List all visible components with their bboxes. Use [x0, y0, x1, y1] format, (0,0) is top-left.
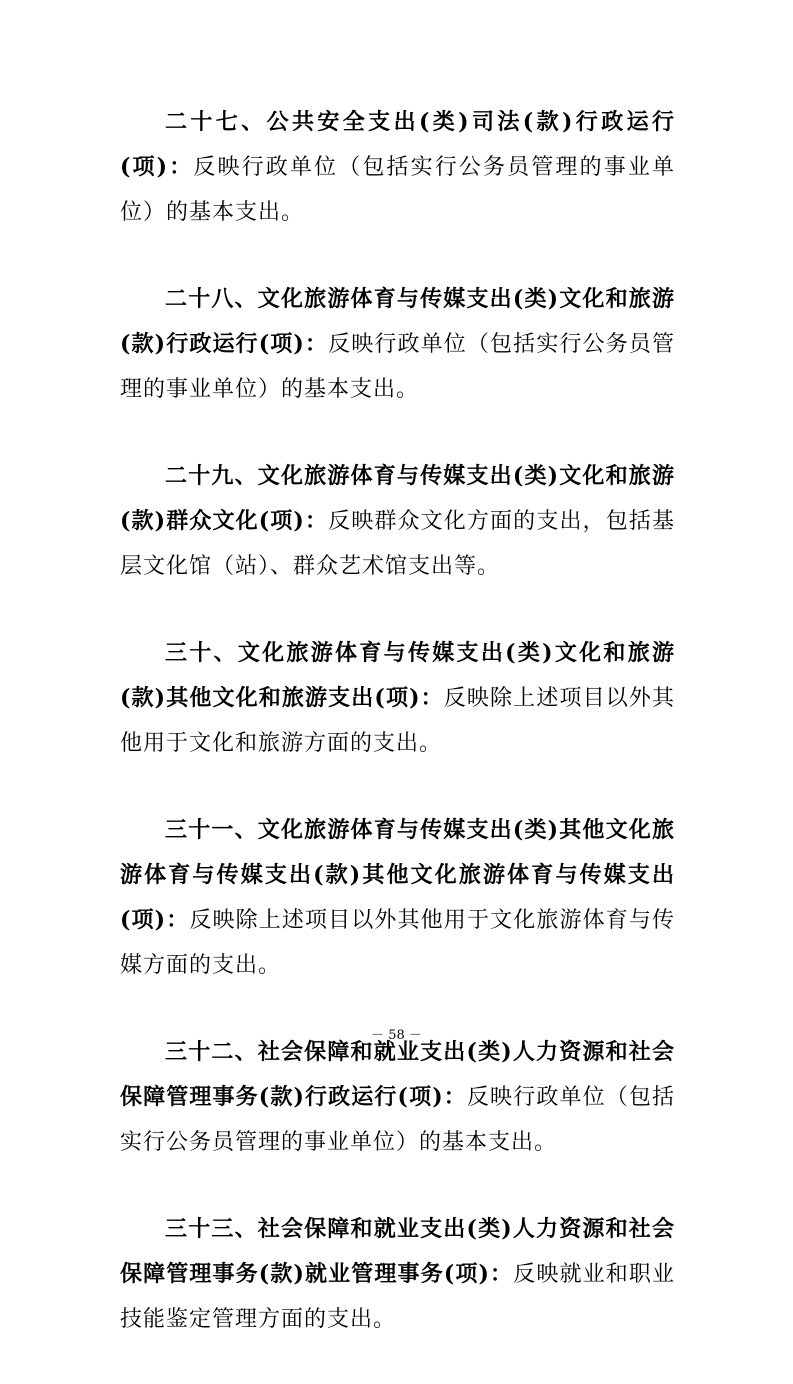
entry-heading: 三十二、社会保障和就业支出(类)人力资源和社会保障管理事务(款)行政运行(项)： [120, 1039, 675, 1110]
entry-heading: 三十一、文化旅游体育与传媒支出(类)其他文化旅游体育与传媒支出(款)其他文化旅游体育与传媒支出(项)： [120, 817, 675, 933]
entry-29 [120, 454, 675, 589]
entry-28 [120, 277, 675, 412]
document-body [120, 100, 675, 1384]
entry-heading: 二十八、文化旅游体育与传媒支出(类)文化和旅游(款)行政运行(项)： [120, 286, 675, 357]
entry-description: 反映行政单位（包括实行公务员管理的事业单位）的基本支出。 [120, 332, 675, 402]
entry-32 [120, 1030, 675, 1165]
entry-31 [120, 808, 675, 988]
entry-description: 反映就业和职业技能鉴定管理方面的支出。 [120, 1262, 675, 1332]
entry-description: 反映行政单位（包括实行公务员管理的事业单位）的基本支出。 [120, 1085, 675, 1155]
entry-27 [120, 100, 675, 235]
page-number: － 58 － [371, 1028, 422, 1043]
entry-description: 反映行政单位（包括实行公务员管理的事业单位）的基本支出。 [120, 155, 675, 225]
entry-heading: 二十九、文化旅游体育与传媒支出(类)文化和旅游(款)群众文化(项)： [120, 463, 675, 534]
entry-description: 反映群众文化方面的支出，包括基层文化馆（站）、群众艺术馆支出等。 [120, 509, 675, 579]
entry-33 [120, 1207, 675, 1342]
entry-heading: 三十、文化旅游体育与传媒支出(类)文化和旅游(款)其他文化和旅游支出(项)： [120, 640, 675, 711]
entry-heading: 三十三、社会保障和就业支出(类)人力资源和社会保障管理事务(款)就业管理事务(项)： [120, 1216, 675, 1287]
entry-description: 反映除上述项目以外其他用于文化旅游体育与传媒方面的支出。 [120, 908, 675, 978]
entry-heading: 二十七、公共安全支出(类)司法(款)行政运行(项)： [120, 109, 675, 180]
entry-30 [120, 631, 675, 766]
entry-description: 反映除上述项目以外其他用于文化和旅游方面的支出。 [120, 686, 675, 756]
